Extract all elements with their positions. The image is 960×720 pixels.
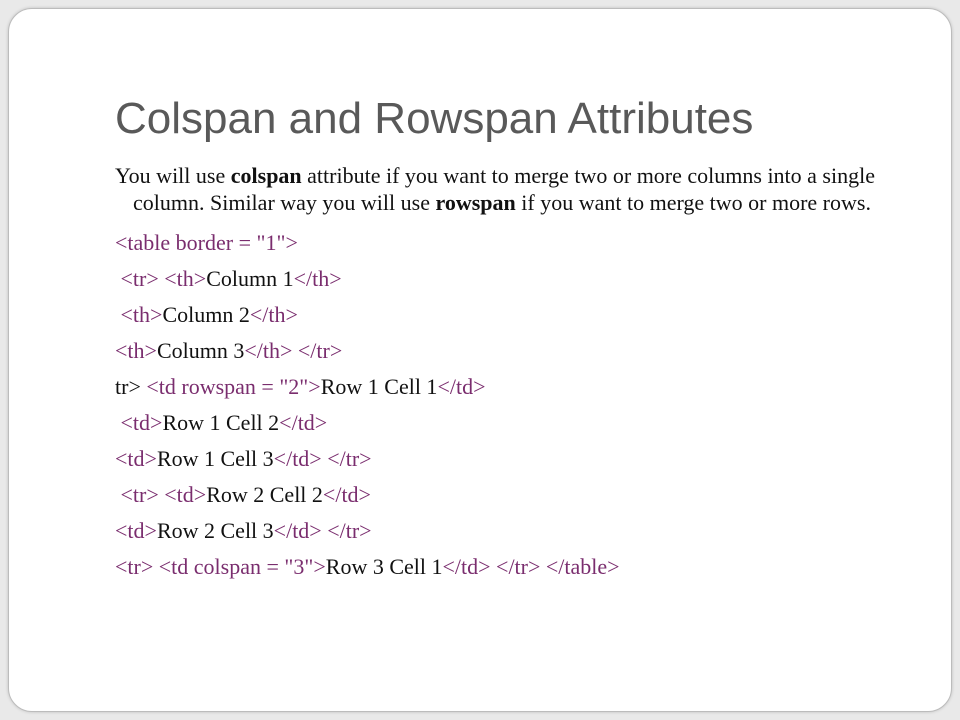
code-text: tr> bbox=[115, 374, 147, 399]
code-text: Row 1 Cell 3 bbox=[156, 446, 274, 471]
code-text: Row 1 Cell 1 bbox=[320, 374, 438, 399]
keyword-colspan: colspan bbox=[230, 163, 302, 188]
code-line bbox=[115, 225, 915, 261]
code-line bbox=[115, 297, 915, 333]
intro-text-2: attribute if you want to merge two or more columns into a single column. Similar way you will use bbox=[133, 163, 875, 215]
code-line bbox=[115, 369, 915, 405]
code-text: Row 1 Cell 2 bbox=[162, 410, 280, 435]
code-text: Row 2 Cell 3 bbox=[156, 518, 274, 543]
intro-text-3: if you want to merge two or more rows. bbox=[515, 190, 871, 215]
code-tag: <td> bbox=[115, 446, 157, 471]
code-tag: </td> </tr> bbox=[273, 518, 372, 543]
code-tag: <table border = "1"> bbox=[115, 230, 298, 255]
code-tag: </td> bbox=[437, 374, 486, 399]
code-tag: </td> </tr> </table> bbox=[442, 554, 620, 579]
code-tag: <tr> <td> bbox=[115, 482, 207, 507]
code-line bbox=[115, 513, 915, 549]
slide-body bbox=[115, 162, 915, 585]
code-tag: </th> bbox=[249, 302, 298, 327]
code-line bbox=[115, 261, 915, 297]
code-tag: </th> </tr> bbox=[244, 338, 343, 363]
code-line bbox=[115, 549, 915, 585]
keyword-rowspan: rowspan bbox=[435, 190, 516, 215]
slide-frame bbox=[8, 8, 952, 712]
code-tag: <td> bbox=[115, 410, 163, 435]
code-tag: </td> bbox=[279, 410, 328, 435]
code-tag: <th> bbox=[115, 302, 163, 327]
intro-paragraph bbox=[115, 162, 915, 216]
code-text: Row 2 Cell 2 bbox=[206, 482, 323, 507]
code-line bbox=[115, 441, 915, 477]
code-tag: </td> </tr> bbox=[273, 446, 372, 471]
code-line bbox=[115, 477, 915, 513]
code-tag: <tr> <td colspan = "3"> bbox=[115, 554, 326, 579]
code-tag: <th> bbox=[115, 338, 157, 363]
code-example bbox=[115, 225, 915, 585]
slide-title: Colspan and Rowspan Attributes bbox=[115, 94, 754, 143]
code-tag: </th> bbox=[293, 266, 342, 291]
code-text: Column 3 bbox=[156, 338, 245, 363]
code-tag: <td> bbox=[115, 518, 157, 543]
code-text: Column 1 bbox=[206, 266, 294, 291]
code-line bbox=[115, 405, 915, 441]
code-line bbox=[115, 333, 915, 369]
code-tag: <tr> <th> bbox=[115, 266, 207, 291]
intro-text-1: You will use bbox=[115, 163, 231, 188]
code-tag: <td rowspan = "2"> bbox=[146, 374, 321, 399]
code-tag: </td> bbox=[322, 482, 371, 507]
code-text: Column 2 bbox=[162, 302, 250, 327]
code-text: Row 3 Cell 1 bbox=[325, 554, 443, 579]
